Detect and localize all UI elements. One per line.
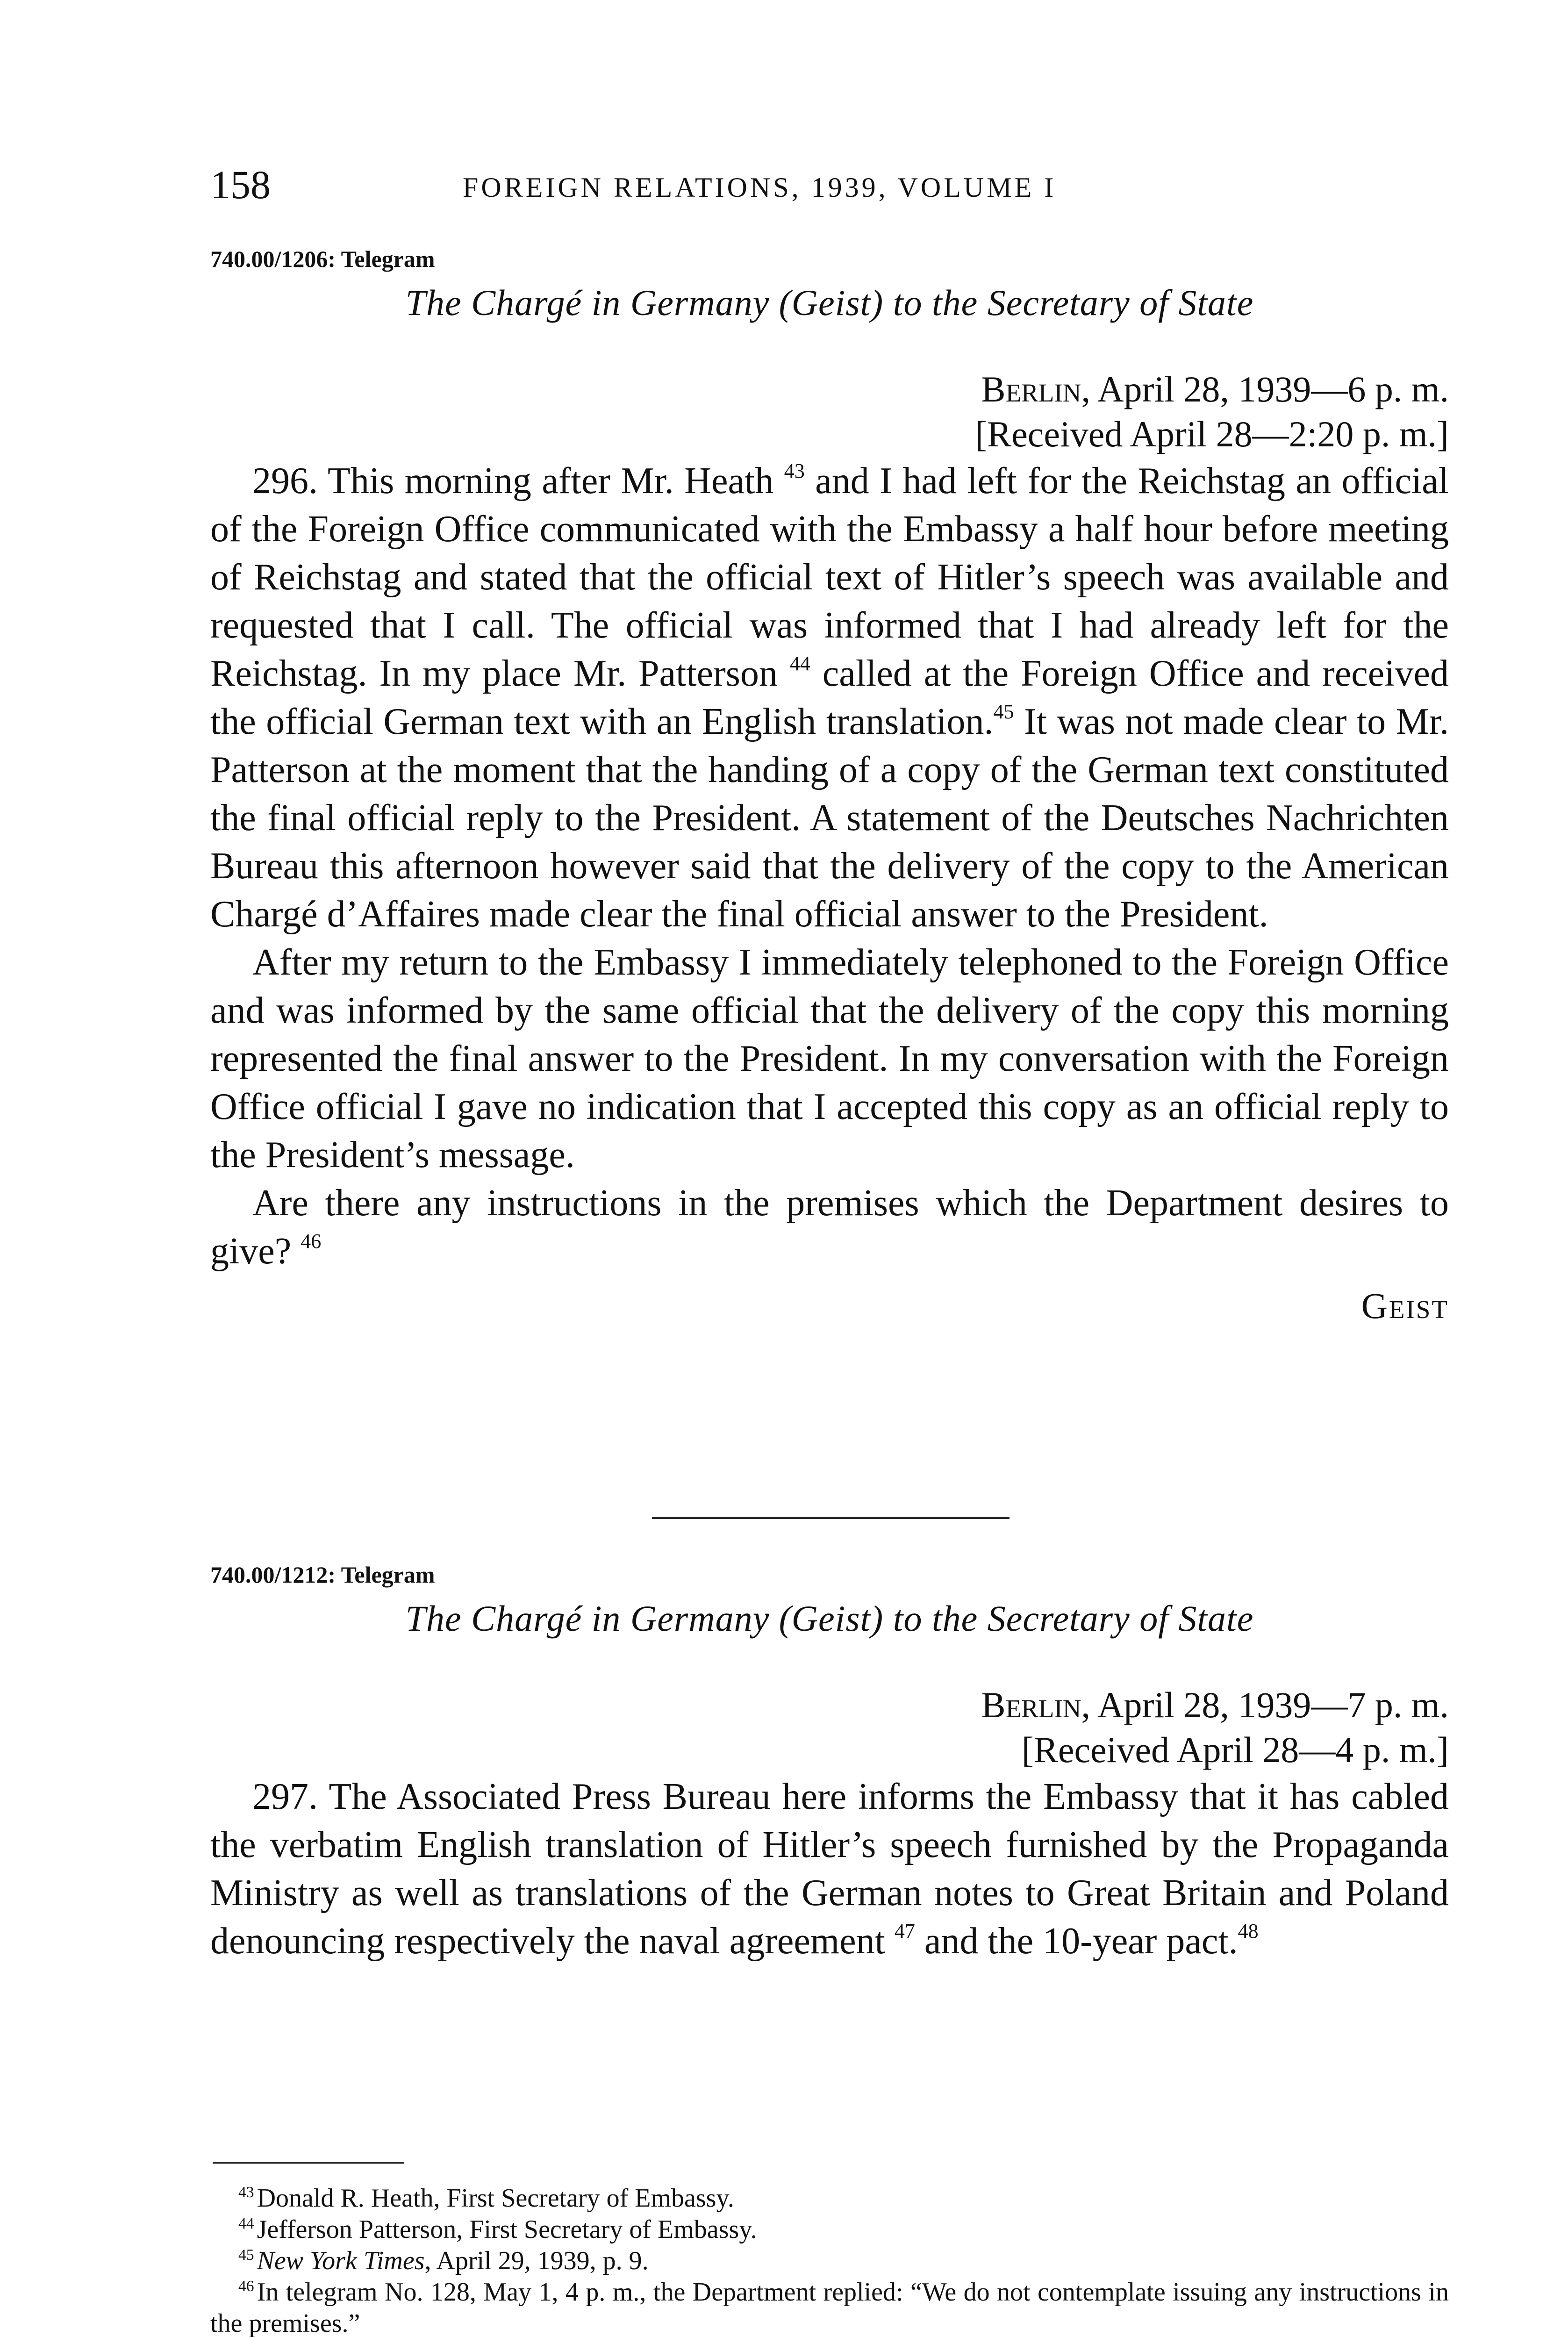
footnote: $^{43}$ Donald R. Heath, First Secretary of Embassy. — [238, 2183, 734, 2213]
footnote: $^{44}$ Jefferson Patterson, First Secretary of Embassy. — [238, 2215, 757, 2244]
paragraph: Are there any instructions in the premises which the Department desires to give? $^{46}$ — [210, 1183, 1449, 1272]
document-title: The Chargé in Germany (Geist) to the Secretary of State — [405, 1598, 1254, 1639]
body-text — [210, 1773, 1449, 1965]
footnote: $^{45}$ New York Times, April 29, 1939, p. 9. — [238, 2246, 649, 2275]
file-reference: 740.00/1206: Telegram — [210, 246, 435, 272]
section-divider — [652, 1517, 1010, 1519]
page-number: 158 — [210, 162, 271, 207]
received-line: [Received April 28—2:20 p. m.] — [975, 414, 1449, 454]
footnote: $^{46}$ In telegram No. 128, May 1, 4 p. m., the Department replied: “We do not contemplate issuing any instructions in the premises.” — [210, 2277, 1449, 2337]
document-2 — [210, 1561, 1449, 1965]
document-1 — [210, 245, 1449, 1327]
running-head: FOREIGN RELATIONS, 1939, VOLUME I — [463, 172, 1057, 203]
footnote-ref: 48 — [1238, 1920, 1259, 1943]
paragraph: After my return to the Embassy I immediately telephoned to the Foreign Office and was informed by the same official that the delivery of the copy this morning represented the final answer to the President. In my conversation with the Foreign Office official I gave no indication that I accepted this copy as an official reply to the President’s message. — [210, 942, 1449, 1176]
signature: Geist — [1361, 1285, 1449, 1326]
footnote-ref: 47 — [894, 1920, 915, 1943]
dateline — [210, 1684, 1449, 1726]
paragraph: 297. The Associated Press Bureau here informs the Embassy that it has cabled the verbatim English translation of Hitler’s speech furnished by the Propaganda Ministry as well as translations of the German notes to Great Britain and Poland denouncing respectively the naval agreement $^{47}$ and the 10-year pact.$^{48}$ — [210, 1776, 1449, 1962]
footnote-ref: 44 — [789, 652, 810, 675]
body-text — [210, 457, 1449, 1276]
footnotes — [210, 2183, 1449, 2337]
dateline-date: , April 28, 1939—7 p. m. — [1081, 1685, 1449, 1725]
file-reference: 740.00/1212: Telegram — [210, 1562, 435, 1588]
paragraph: 296. This morning after Mr. Heath $^{43}$ and I had left for the Reichstag an official of the Foreign Office communicated with the Embassy a half hour before meeting of Reichstag and stated that the official text of Hitler’s speech was available and requested that I call. The official was informed that I had already left for the Reichstag. In my place Mr. Patterson $^{44}$ called at the Foreign Office and received the official German text with an English translation.$^{45}$ It was not made clear to Mr. Patterson at the moment that the handing of a copy of the German text constituted the final official reply to the President. A statement of the Deutsches Nachrichten Bureau this afternoon however said that the delivery of the copy to the American Chargé d’Affaires made clear the final official answer to the President. — [210, 459, 1449, 935]
footnote-ref: 45 — [993, 700, 1014, 723]
dateline-place: Berlin — [981, 1685, 1081, 1725]
dateline-place: Berlin — [981, 369, 1081, 409]
document-title: The Chargé in Germany (Geist) to the Secretary of State — [405, 282, 1254, 323]
dateline — [210, 368, 1449, 410]
footnote-ref: 46 — [301, 1230, 322, 1253]
footnote-rule — [213, 2162, 404, 2164]
page-header — [210, 161, 1449, 213]
dateline-date: , April 28, 1939—6 p. m. — [1081, 369, 1449, 409]
received-line: [Received April 28—4 p. m.] — [1021, 1729, 1449, 1770]
footnote-ref: 43 — [784, 459, 805, 482]
